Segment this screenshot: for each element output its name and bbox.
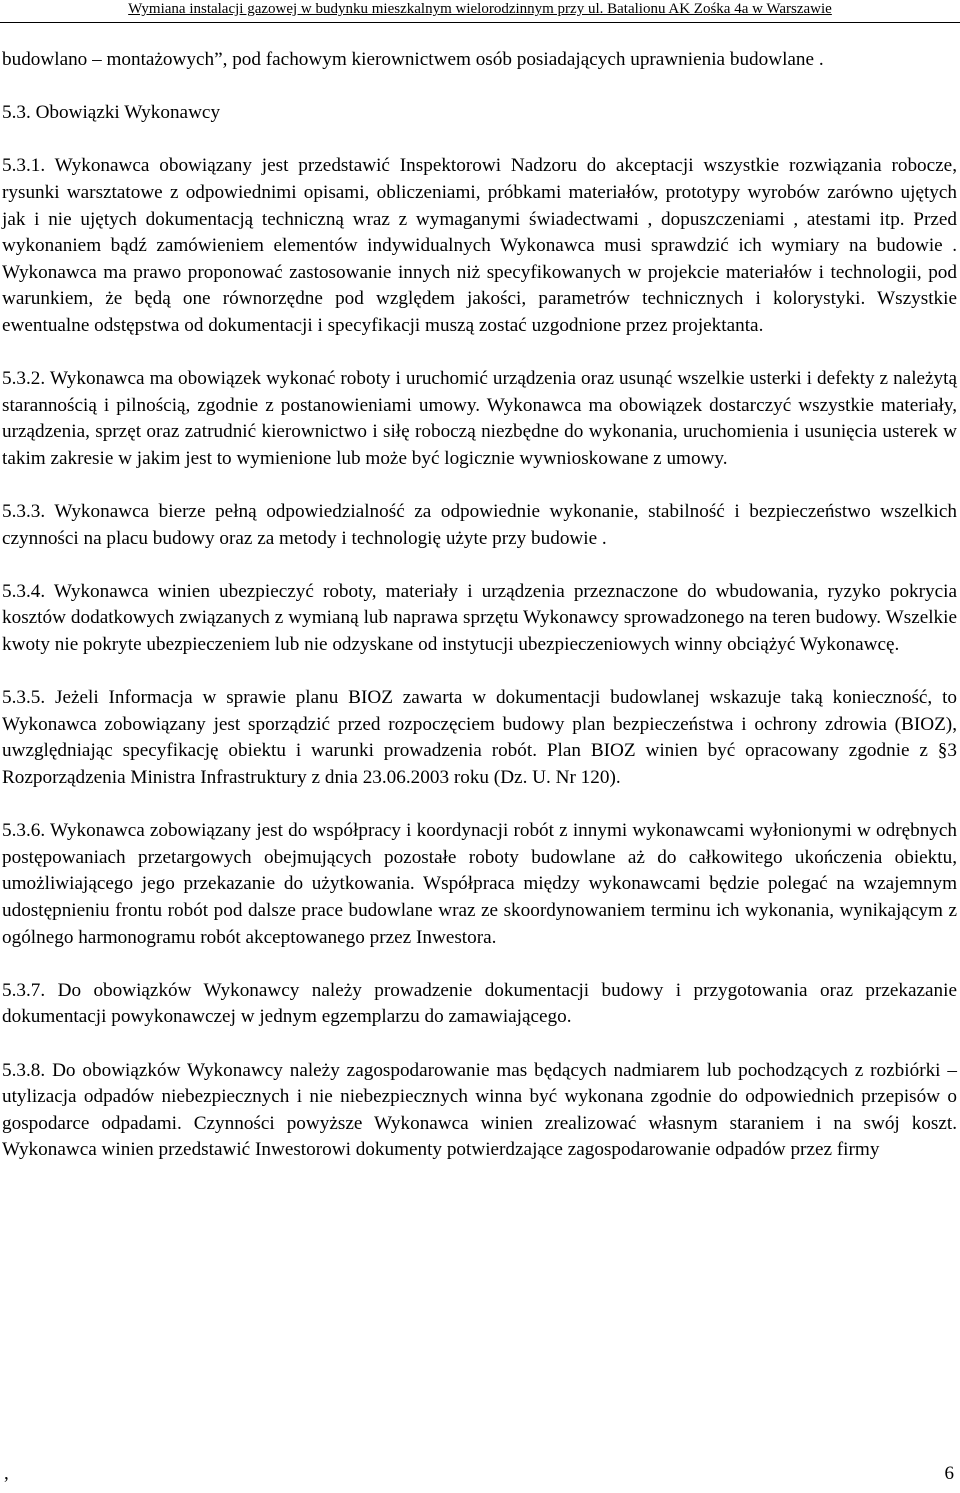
paragraph-5-3-1: 5.3.1. Wykonawca obowiązany jest przedstawić Inspektorowi Nadzoru do akceptacji wszystkie rozwiązania robocze, rysunki warsztatowe z odpowiednimi opisami, obliczeniami, próbkami materiałów, prototypy wyrobów zarówno ujętych jak i nie ujętych dokumentacją techniczną wraz z wymaganymi świadectwami , dopuszczeniami , atestami itp. Przed wykonaniem bądź zamówieniem elementów indywidualnych Wykonawca musi sprawdzić ich wymiary na budowie . Wykonawca ma prawo proponować zastosowanie innych niż specyfikowanych w projekcie materiałów i technologii, pod warunkiem, że będą one równorzędne pod względem jakości, parametrów technicznych i kolorystyki. Wszystkie ewentualne odstępstwa od dokumentacji i specyfikacji muszą zostać uzgodnione przez projektanta. <box>2 155 957 336</box>
paragraph-5-3-3: 5.3.3. Wykonawca bierze pełną odpowiedzialność za odpowiednie wykonanie, stabilność i bezpieczeństwo wszelkich czynności na placu budowy oraz za metody i technologię użyte przy budowie . <box>2 501 957 549</box>
page-number: 6 <box>944 1463 954 1484</box>
page-header-title: Wymiana instalacji gazowej w budynku mieszkalnym wielorodzinnym przy ul. Batalionu AK Zośka 4a w Warszawie <box>128 1 832 17</box>
footer-mark: , <box>4 1463 9 1484</box>
paragraph-5-3-4: 5.3.4. Wykonawca winien ubezpieczyć roboty, materiały i urządzenia przeznaczone do wbudowania, ryzyko pokrycia kosztów dodatkowych związanych z wymianą lub naprawa sprzętu Wykonawcy sprowadzonego na teren budowy. Wszelkie kwoty nie pokryte ubezpieczeniem lub nie odzyskane od instytucji ubezpieczeniowych winny obciążyć Wykonawcę. <box>2 580 957 656</box>
paragraph-5-3-2: 5.3.2. Wykonawca ma obowiązek wykonać roboty i uruchomić urządzenia oraz usunąć wszelkie usterki i defekty z należytą starannością i pilnością, zgodnie z postanowieniami umowy. Wykonawca ma obowiązek dostarczyć wszystkie materiały, urządzenia, sprzęt oraz zatrudnić kierownictwo i siłę roboczą niezbędne do wykonania, uruchomienia i usunięcia usterek w takim zakresie w jakim jest to wymienione lub może być logicznie wywnioskowane z umowy. <box>2 368 957 469</box>
paragraph-5-3-7: 5.3.7. Do obowiązków Wykonawcy należy prowadzenie dokumentacji budowy i przygotowania oraz przekazanie dokumentacji powykonawczej w jednym egzemplarzu do zamawiającego. <box>2 979 957 1028</box>
paragraph-continuation: budowlano – montażowych”, pod fachowym kierownictwem osób posiadających uprawnienia budowlane . <box>2 49 824 70</box>
paragraph-5-3-5: 5.3.5. Jeżeli Informacja w sprawie planu BIOZ zawarta w dokumentacji budowlanej wskazuje taką konieczność, to Wykonawca zobowiązany jest sporządzić przed rozpoczęciem budowy plan bezpieczeństwa i ochrony zdrowia (BIOZ), uwzględniając specyfikację obiektu i warunki prowadzenia robót. Plan BIOZ winien być opracowany zgodnie z §3 Rozporządzenia Ministra Infrastruktury z dnia 23.06.2003 roku (Dz. U. Nr 120). <box>2 687 957 789</box>
paragraph-5-3-8: 5.3.8. Do obowiązków Wykonawcy należy zagospodarowanie mas będących nadmiarem lub pochodzących z rozbiórki – utylizacja odpadów niebezpiecznych i nie niebezpiecznych winna być wykonana zgodnie do odpowiednich przepisów o gospodarce odpadami. Czynności powyższe Wykonawca winien zrealizować własnym staraniem i na swój koszt. Wykonawca winien przedstawić Inwestorowi dokumenty potwierdzające zagospodarowanie odpadów przez firmy <box>2 1059 957 1161</box>
section-heading: 5.3. Obowiązki Wykonawcy <box>2 102 221 124</box>
page-header <box>0 0 960 23</box>
document-body <box>2 47 957 1164</box>
paragraph-5-3-6: 5.3.6. Wykonawca zobowiązany jest do współpracy i koordynacji robót z innymi wykonawcami wyłonionymi w odrębnych postępowaniach przetargowych obejmujących pozostałe roboty budowlane aż do całkowitego ukończenia obiektu, umożliwiającego jego przekazanie do użytkowania. Współpraca między wykonawcami będzie polegać na wzajemnym udostępnieniu frontu robót pod dalsze prace budowlane wraz ze skoordynowaniem terminu ich wykonania, wynikającym z ogólnego harmonogramu robót akceptowanego przez Inwestora. <box>2 820 957 948</box>
